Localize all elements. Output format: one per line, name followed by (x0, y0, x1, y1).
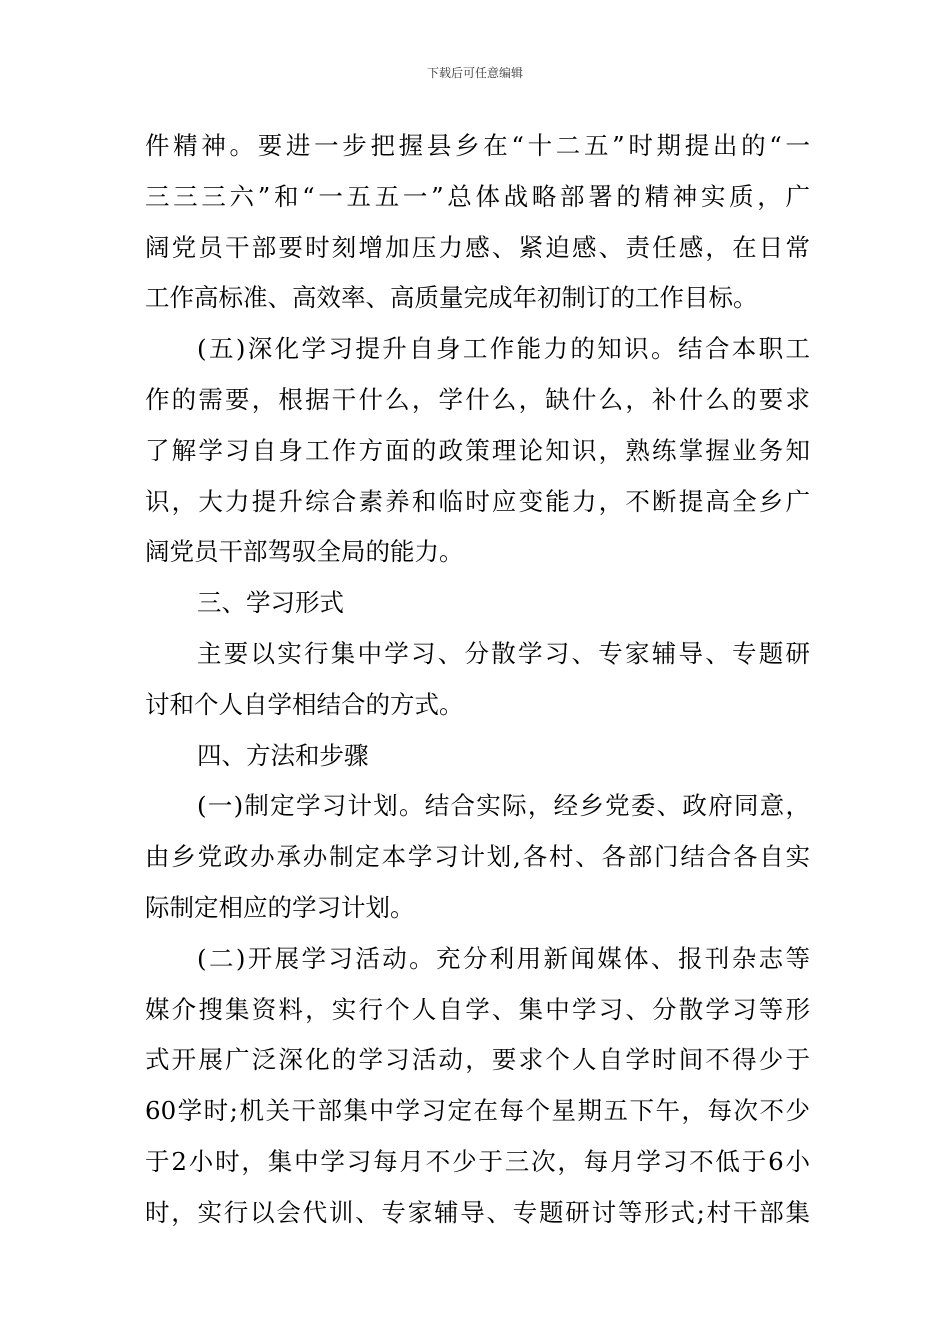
text-line: 件精神。要进一步把握县乡在“十二五”时期提出的“一 (145, 131, 810, 160)
text-line: 60学时;机关干部集中学习定在每个星期五下午，每次不少 (145, 1096, 810, 1126)
text-line: 工作高标准、高效率、高质量完成年初制订的工作目标。 (145, 283, 758, 313)
document-body (145, 126, 810, 1244)
text-line: 际制定相应的学习计划。 (145, 892, 415, 922)
text-line: (五)深化学习提升自身工作能力的知识。结合本职工 (197, 334, 810, 364)
text-line: 识，大力提升综合素养和临时应变能力，不断提高全乡广 (145, 486, 810, 516)
text-line: 三三三六”和“一五五一”总体战略部署的精神实质，广 (145, 181, 810, 211)
text-line: 作的需要，根据干什么，学什么，缺什么，补什么的要求 (145, 384, 810, 414)
text-line: 于2小时，集中学习每月不少于三次，每月学习不低于6小 (145, 1146, 810, 1176)
text-line: 讨和个人自学相结合的方式。 (145, 689, 464, 719)
text-line: 阔党员干部要时刻增加压力感、紧迫感、责任感，在日常 (145, 232, 810, 262)
page-header: 下载后可任意编辑 (426, 66, 523, 80)
text-line: 四、方法和步骤 (197, 740, 369, 770)
text-line: 媒介搜集资料，实行个人自学、集中学习、分散学习等形 (145, 994, 810, 1024)
text-line: 阔党员干部驾驭全局的能力。 (145, 537, 464, 567)
text-line: (二)开展学习活动。充分利用新闻媒体、报刊杂志等 (197, 943, 810, 973)
text-line: (一)制定学习计划。结合实际，经乡党委、政府同意， (197, 791, 810, 821)
text-line: 三、学习形式 (197, 588, 344, 618)
text-line: 式开展广泛深化的学习活动，要求个人自学时间不得少于 (145, 1045, 810, 1075)
text-line: 由乡党政办承办制定本学习计划,各村、各部门结合各自实 (145, 842, 810, 872)
text-line: 了解学习自身工作方面的政策理论知识，熟练掌握业务知 (145, 435, 810, 465)
text-line: 主要以实行集中学习、分散学习、专家辅导、专题研 (197, 638, 810, 668)
text-line: 时，实行以会代训、专家辅导、专题研讨等形式;村干部集 (145, 1197, 810, 1227)
